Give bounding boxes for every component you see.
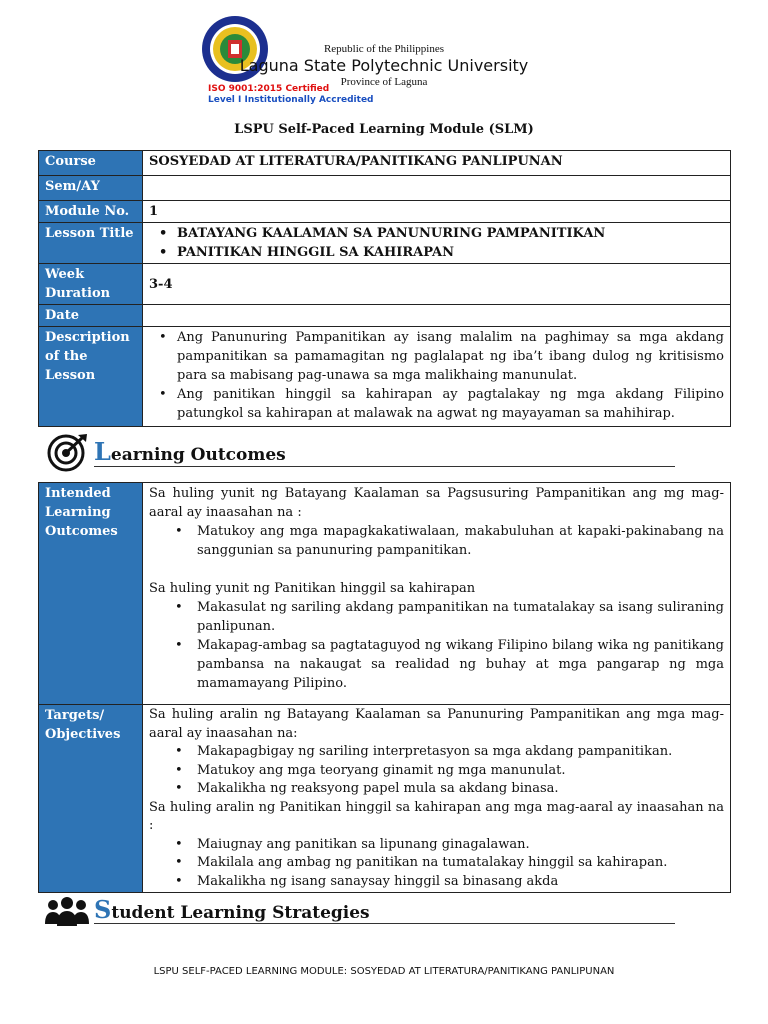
outcomes-table: [38, 482, 731, 893]
week-duration-row: [39, 264, 731, 305]
learning-outcomes-heading: [94, 437, 286, 466]
module-row: [39, 201, 731, 223]
description-row: [39, 327, 731, 427]
list-item: • Ang panitikan hinggil sa kahirapan ay pagtalakay ng mga akdang Filipino patungkol sa kahirapan at malawak na agwat ng mayayaman sa mahihirap.: [177, 385, 724, 423]
list-item: • Makalikha ng reaksyong papel mula sa akdang binasa.: [197, 780, 724, 799]
page-footer: LSPU SELF-PACED LEARNING MODULE: SOSYEDAD AT LITERATURA/PANITIKANG PANLIPUNAN: [153, 966, 615, 977]
course-row: [39, 151, 731, 176]
targets-label: Targets/ Objectives: [39, 705, 143, 893]
targets-value: [143, 705, 731, 893]
list-item: • BATAYANG KAALAMAN SA PANUNURING PAMPANITIKAN: [177, 224, 724, 243]
module-heading: LSPU Self-Paced Learning Module (SLM): [234, 122, 534, 137]
week-duration-value: 3-4: [143, 264, 731, 305]
heading-text: tudent Learning Strategies: [111, 903, 370, 923]
targets-list-2: [149, 836, 724, 892]
intended-outcomes-label: Intended Learning Outcomes: [39, 483, 143, 705]
module-value: 1: [143, 201, 731, 223]
list-item: • Makapagbigay ng sariling interpretasyon sa mga akdang pampanitikan.: [197, 743, 724, 762]
lesson-title-value: [143, 223, 731, 264]
week-duration-label: Week Duration: [39, 264, 143, 305]
group-users-icon: [44, 892, 90, 932]
sem-ay-row: [39, 176, 731, 201]
strategies-heading: [94, 895, 370, 924]
date-value: [143, 305, 731, 327]
module-label: Module No.: [39, 201, 143, 223]
targets-intro-2: Sa huling aralin ng Panitikan hinggil sa kahirapan ang mga mag-aaral ay inaasahan na :: [149, 799, 724, 833]
targets-row: [39, 705, 731, 893]
lesson-title-list: [149, 224, 724, 262]
list-item: • Makasulat ng sariling akdang pampanitikan na tumatalakay sa isang suliraning panlipunan.: [197, 598, 724, 636]
intended-list-1: [149, 522, 724, 560]
lesson-title-row: [39, 223, 731, 264]
lesson-title-label: Lesson Title: [39, 223, 143, 264]
date-row: [39, 305, 731, 327]
iso-certification: ISO 9001:2015 Certified: [208, 84, 330, 94]
sem-ay-value: [143, 176, 731, 201]
heading-initial: L: [94, 437, 111, 466]
heading-initial: S: [94, 895, 112, 924]
intended-list-2: [149, 598, 724, 693]
intended-outcomes-row: [39, 483, 731, 705]
description-label: Description of the Lesson: [39, 327, 143, 427]
course-value: SOSYEDAD AT LITERATURA/PANITIKANG PANLIPUNAN: [143, 151, 731, 176]
intended-outcomes-value: [143, 483, 731, 705]
list-item: • Maiugnay ang panitikan sa lipunang ginagalawan.: [197, 836, 724, 855]
university-name: Laguna State Polytechnic University: [239, 56, 529, 75]
heading-text: earning Outcomes: [110, 445, 286, 465]
course-info-table: [38, 150, 731, 427]
course-label: Course: [39, 151, 143, 176]
list-item: • Matukoy ang mga mapagkakatiwalaan, makabuluhan at kapaki-pakinabang na sanggunian sa panunuring pampanitikan.: [197, 522, 724, 560]
list-item: • Ang Panunuring Pampanitikan ay isang malalim na paghimay sa mga akdang pampanitikan sa pamamagitan ng paglalapat ng iba’t ibang dulog ng kritisismo para sa mabisang pag-unawa sa mga malikhaing manunulat.: [177, 328, 724, 385]
list-item: • PANITIKAN HINGGIL SA KAHIRAPAN: [177, 243, 724, 262]
targets-list-1: [149, 743, 724, 799]
accreditation-line: Level I Institutionally Accredited: [208, 95, 374, 105]
date-label: Date: [39, 305, 143, 327]
province-line: Province of Laguna: [340, 76, 428, 88]
heading-underline: [94, 923, 675, 924]
list-item: • Makalikha ng isang sanaysay hinggil sa binasang akda: [197, 873, 724, 892]
description-value: [143, 327, 731, 427]
intended-intro-2: Sa huling yunit ng Panitikan hinggil sa kahirapan: [149, 581, 476, 596]
targets-intro-1: Sa huling aralin ng Batayang Kaalaman sa Panunuring Pampanitikan ang mga mag-aaral ay inaasahan na:: [149, 707, 724, 741]
target-icon: [44, 432, 90, 472]
heading-underline: [94, 466, 675, 467]
description-list: [149, 328, 724, 423]
list-item: • Makilala ang ambag ng panitikan na tumatalakay hinggil sa kahirapan.: [197, 854, 724, 873]
list-item: • Matukoy ang mga teoryang ginamit ng mga manunulat.: [197, 762, 724, 781]
republic-line: Republic of the Philippines: [323, 43, 445, 55]
list-item: • Makapag-ambag sa pagtataguyod ng wikang Filipino bilang wika ng panitikang pambansa na nakaugat sa realidad ng buhay at mga pangarap ng mga mamamayang Pilipino.: [197, 636, 724, 693]
intended-intro-1: Sa huling yunit ng Batayang Kaalaman sa Pagsusuring Pampanitikan ang mg mag-aaral ay inaasahan na :: [149, 486, 724, 520]
sem-ay-label: Sem/AY: [39, 176, 143, 201]
